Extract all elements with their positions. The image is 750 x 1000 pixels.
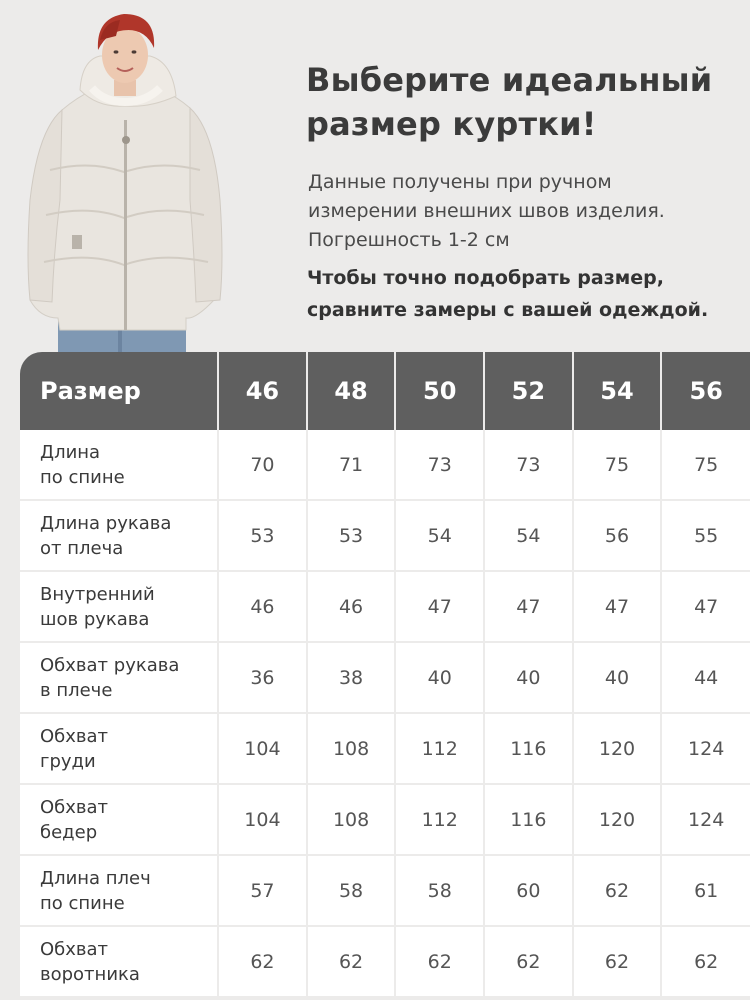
row-label: Обхват рукава в плече (20, 642, 218, 713)
table-cell: 38 (307, 642, 396, 713)
table-row (20, 571, 750, 642)
table-cell: 108 (307, 713, 396, 784)
table-cell: 47 (484, 571, 573, 642)
hero-section (0, 0, 750, 352)
header-size-label: Размер (20, 352, 218, 430)
table-row (20, 784, 750, 855)
table-cell: 47 (573, 571, 662, 642)
table-cell: 46 (307, 571, 396, 642)
table-cell: 60 (484, 855, 573, 926)
table-cell: 53 (307, 500, 396, 571)
model-jacket-illustration (0, 0, 290, 352)
table-cell: 56 (573, 500, 662, 571)
table-cell: 116 (484, 713, 573, 784)
table-row (20, 926, 750, 997)
table-cell: 112 (395, 713, 484, 784)
table-cell: 58 (307, 855, 396, 926)
table-cell: 54 (484, 500, 573, 571)
table-cell: 75 (573, 430, 662, 500)
table-header-row (20, 352, 750, 430)
table-row (20, 713, 750, 784)
table-cell: 55 (661, 500, 750, 571)
table-cell: 75 (661, 430, 750, 500)
row-label: Длина по спине (20, 430, 218, 500)
table-cell: 40 (484, 642, 573, 713)
table-cell: 62 (661, 926, 750, 997)
table-cell: 116 (484, 784, 573, 855)
table-cell: 61 (661, 855, 750, 926)
table-row (20, 500, 750, 571)
header-size-46: 46 (218, 352, 307, 430)
table-cell: 104 (218, 784, 307, 855)
table-cell: 62 (218, 926, 307, 997)
table-cell: 70 (218, 430, 307, 500)
table-cell: 62 (573, 855, 662, 926)
table-cell: 62 (307, 926, 396, 997)
page-title: Выберите идеальный размер куртки! (306, 61, 713, 143)
table-cell: 40 (395, 642, 484, 713)
size-table (20, 352, 750, 998)
model-photo (0, 0, 290, 352)
table-cell: 47 (395, 571, 484, 642)
table-cell: 104 (218, 713, 307, 784)
header-size-54: 54 (573, 352, 662, 430)
size-table-container (20, 352, 750, 998)
table-cell: 62 (395, 926, 484, 997)
table-cell: 73 (484, 430, 573, 500)
table-cell: 46 (218, 571, 307, 642)
table-cell: 54 (395, 500, 484, 571)
table-cell: 120 (573, 784, 662, 855)
table-cell: 57 (218, 855, 307, 926)
table-cell: 44 (661, 642, 750, 713)
table-row (20, 430, 750, 500)
row-label: Длина плеч по спине (20, 855, 218, 926)
table-cell: 124 (661, 713, 750, 784)
table-cell: 73 (395, 430, 484, 500)
table-cell: 53 (218, 500, 307, 571)
table-cell: 62 (573, 926, 662, 997)
table-row (20, 642, 750, 713)
table-cell: 112 (395, 784, 484, 855)
table-cell: 58 (395, 855, 484, 926)
header-size-50: 50 (395, 352, 484, 430)
size-hint: Чтобы точно подобрать размер, сравните замеры с вашей одеждой. (307, 267, 709, 321)
row-label: Обхват бедер (20, 784, 218, 855)
table-cell: 124 (661, 784, 750, 855)
table-cell: 36 (218, 642, 307, 713)
table-cell: 47 (661, 571, 750, 642)
header-size-48: 48 (307, 352, 396, 430)
measurement-description: Данные получены при ручном измерении внешних швов изделия. Погрешность 1-2 см (308, 171, 665, 251)
header-size-56: 56 (661, 352, 750, 430)
table-cell: 40 (573, 642, 662, 713)
row-label: Внутренний шов рукава (20, 571, 218, 642)
row-label: Длина рукава от плеча (20, 500, 218, 571)
header-size-52: 52 (484, 352, 573, 430)
table-cell: 108 (307, 784, 396, 855)
table-cell: 71 (307, 430, 396, 500)
row-label: Обхват воротника (20, 926, 218, 997)
row-label: Обхват груди (20, 713, 218, 784)
table-row (20, 855, 750, 926)
table-cell: 120 (573, 713, 662, 784)
table-cell: 62 (484, 926, 573, 997)
